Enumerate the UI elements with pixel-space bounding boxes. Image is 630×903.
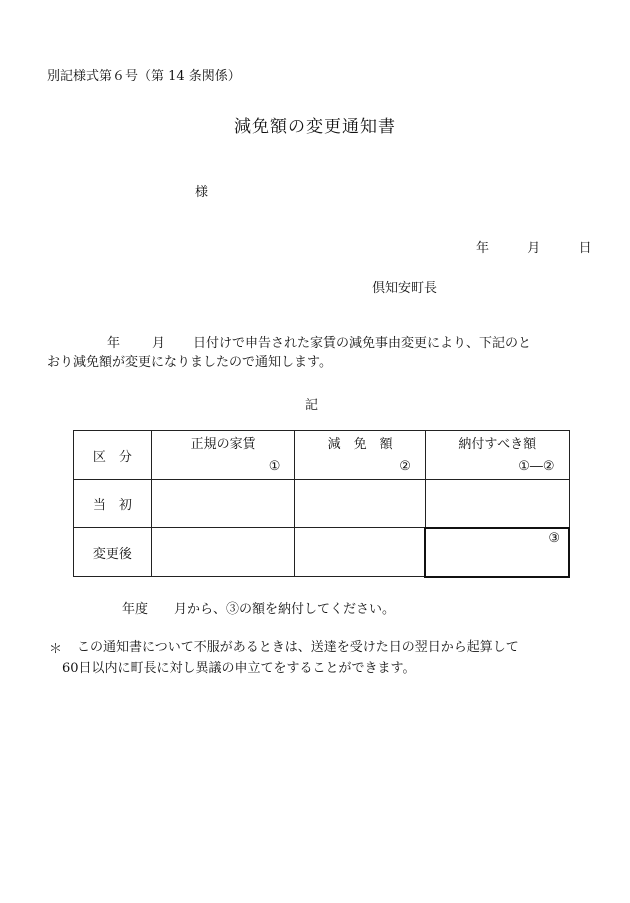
table-row bbox=[74, 528, 570, 577]
date-year: 年 bbox=[476, 241, 490, 256]
cell-changed-reduction bbox=[295, 528, 426, 577]
payment-instruction bbox=[122, 598, 395, 617]
table-row bbox=[74, 480, 570, 528]
body-year: 年 bbox=[107, 336, 121, 351]
corner-cell: 区 分 bbox=[74, 431, 152, 480]
document-title: 減免額の変更通知書 bbox=[234, 117, 396, 137]
issue-date bbox=[476, 237, 592, 256]
cell-initial-reduction bbox=[295, 480, 426, 528]
cell-initial-due bbox=[425, 480, 569, 528]
header-reduction-marker: ② bbox=[399, 459, 411, 474]
body-line1: 日付けで申告された家賃の減免事由変更により、下記のと bbox=[193, 336, 532, 351]
note-line2: 60日以内に町長に対し異議の申立てをすることができます。 bbox=[62, 661, 416, 676]
header-regular-rent-label: 正規の家賃 bbox=[190, 437, 256, 452]
header-amount-due bbox=[425, 431, 569, 480]
header-reduction bbox=[295, 431, 426, 480]
cell-changed-due bbox=[425, 528, 569, 577]
form-number: 別記様式第６号（第 14 条関係） bbox=[47, 69, 241, 84]
notice-body bbox=[47, 334, 577, 372]
addressee-suffix: 様 bbox=[195, 185, 209, 200]
payment-text: 月から、③の額を納付してください。 bbox=[174, 602, 396, 617]
cell-changed-regular bbox=[151, 528, 295, 577]
payment-nendo: 年度 bbox=[122, 602, 149, 617]
ki-heading: 記 bbox=[305, 398, 319, 413]
issuer: 倶知安町長 bbox=[372, 281, 438, 296]
body-month: 月 bbox=[152, 336, 166, 351]
body-line2: おり減免額が変更になりましたので通知します。 bbox=[47, 355, 332, 370]
header-amount-due-label: 納付すべき額 bbox=[458, 437, 537, 452]
note-line1: この通知書について不服があるときは、送達を受けた日の翌日から起算して bbox=[77, 640, 519, 655]
header-reduction-label: 減 免 額 bbox=[327, 437, 393, 452]
header-amount-due-marker: ①―② bbox=[518, 459, 555, 474]
row-initial-label: 当 初 bbox=[74, 480, 152, 528]
header-regular-rent bbox=[151, 431, 295, 480]
date-month: 月 bbox=[527, 241, 541, 256]
reduction-table bbox=[73, 430, 570, 578]
header-regular-rent-marker: ① bbox=[268, 459, 281, 474]
cell-changed-due-marker: ③ bbox=[548, 530, 560, 546]
note-asterisk: ＊ bbox=[49, 642, 63, 657]
date-day: 日 bbox=[578, 241, 592, 256]
row-changed-label: 変更後 bbox=[74, 528, 152, 577]
cell-initial-regular bbox=[151, 480, 295, 528]
